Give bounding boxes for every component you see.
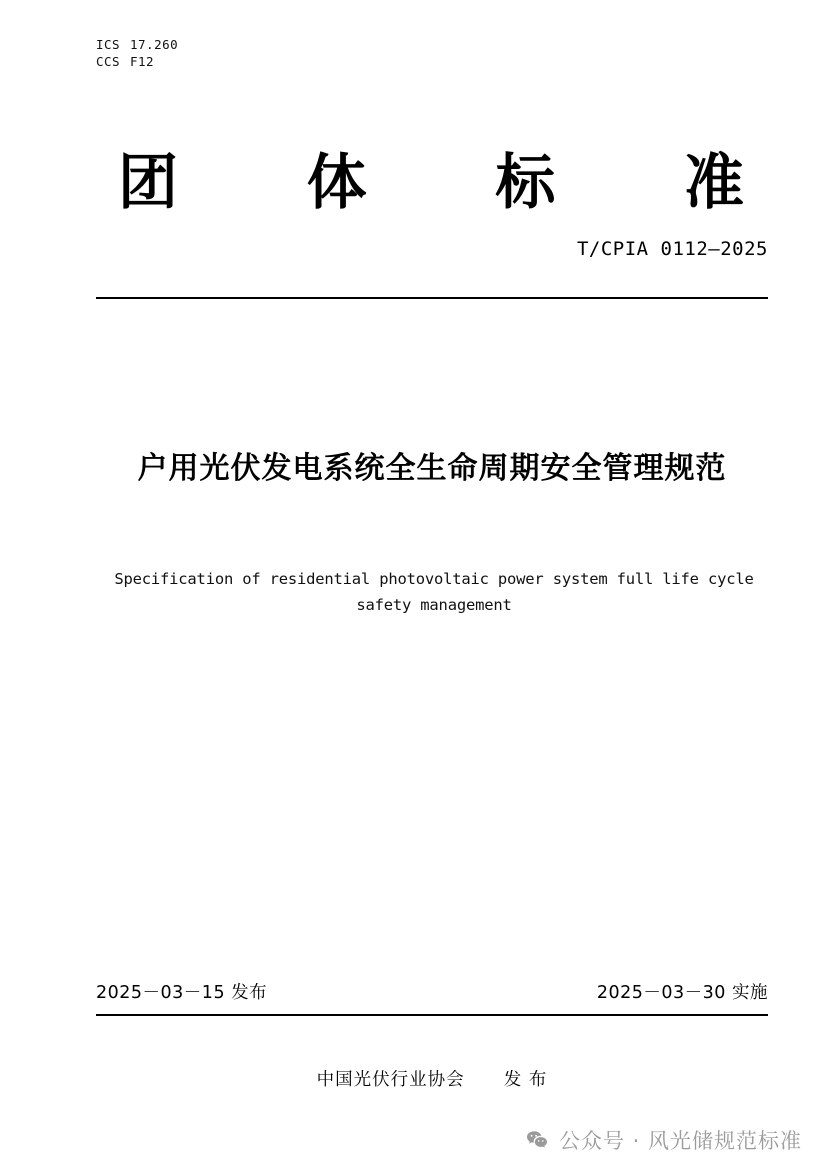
standard-type-char-3: 标 [495,148,558,218]
wechat-watermark-text: 公众号 · 风光储规范标准 [558,1129,802,1153]
publisher-name: 中国光伏行业协会 [316,1070,465,1090]
document-title-cn: 户用光伏发电系统全生命周期安全管理规范 [137,451,727,486]
footer-divider [96,1014,768,1016]
date-row [96,979,768,1004]
ics-row [96,36,178,53]
standard-number: T/CPIA 0112—2025 [576,238,768,260]
standard-type-heading [96,148,768,218]
ccs-value: F12 [130,54,155,69]
ics-label: ICS [96,37,121,52]
publisher-line [96,1066,768,1091]
standard-type-char-2: 体 [306,148,369,218]
ics-value: 17.260 [130,37,179,52]
issue-date: 2025－03－15 发布 [96,983,268,1003]
implement-date: 2025－03－30 实施 [596,983,768,1003]
classification-block [96,36,178,70]
wechat-watermark [525,1125,802,1155]
standard-type-char-4: 准 [683,148,746,218]
wechat-icon [525,1128,549,1152]
publisher-suffix: 发 布 [503,1070,548,1090]
ccs-label: CCS [96,54,121,69]
standard-type-char-1: 团 [118,148,180,218]
ccs-row [96,53,178,70]
document-title-en: Specification of residential photovoltaic power system full life cycle safety management [114,570,754,614]
header-divider [96,297,768,299]
